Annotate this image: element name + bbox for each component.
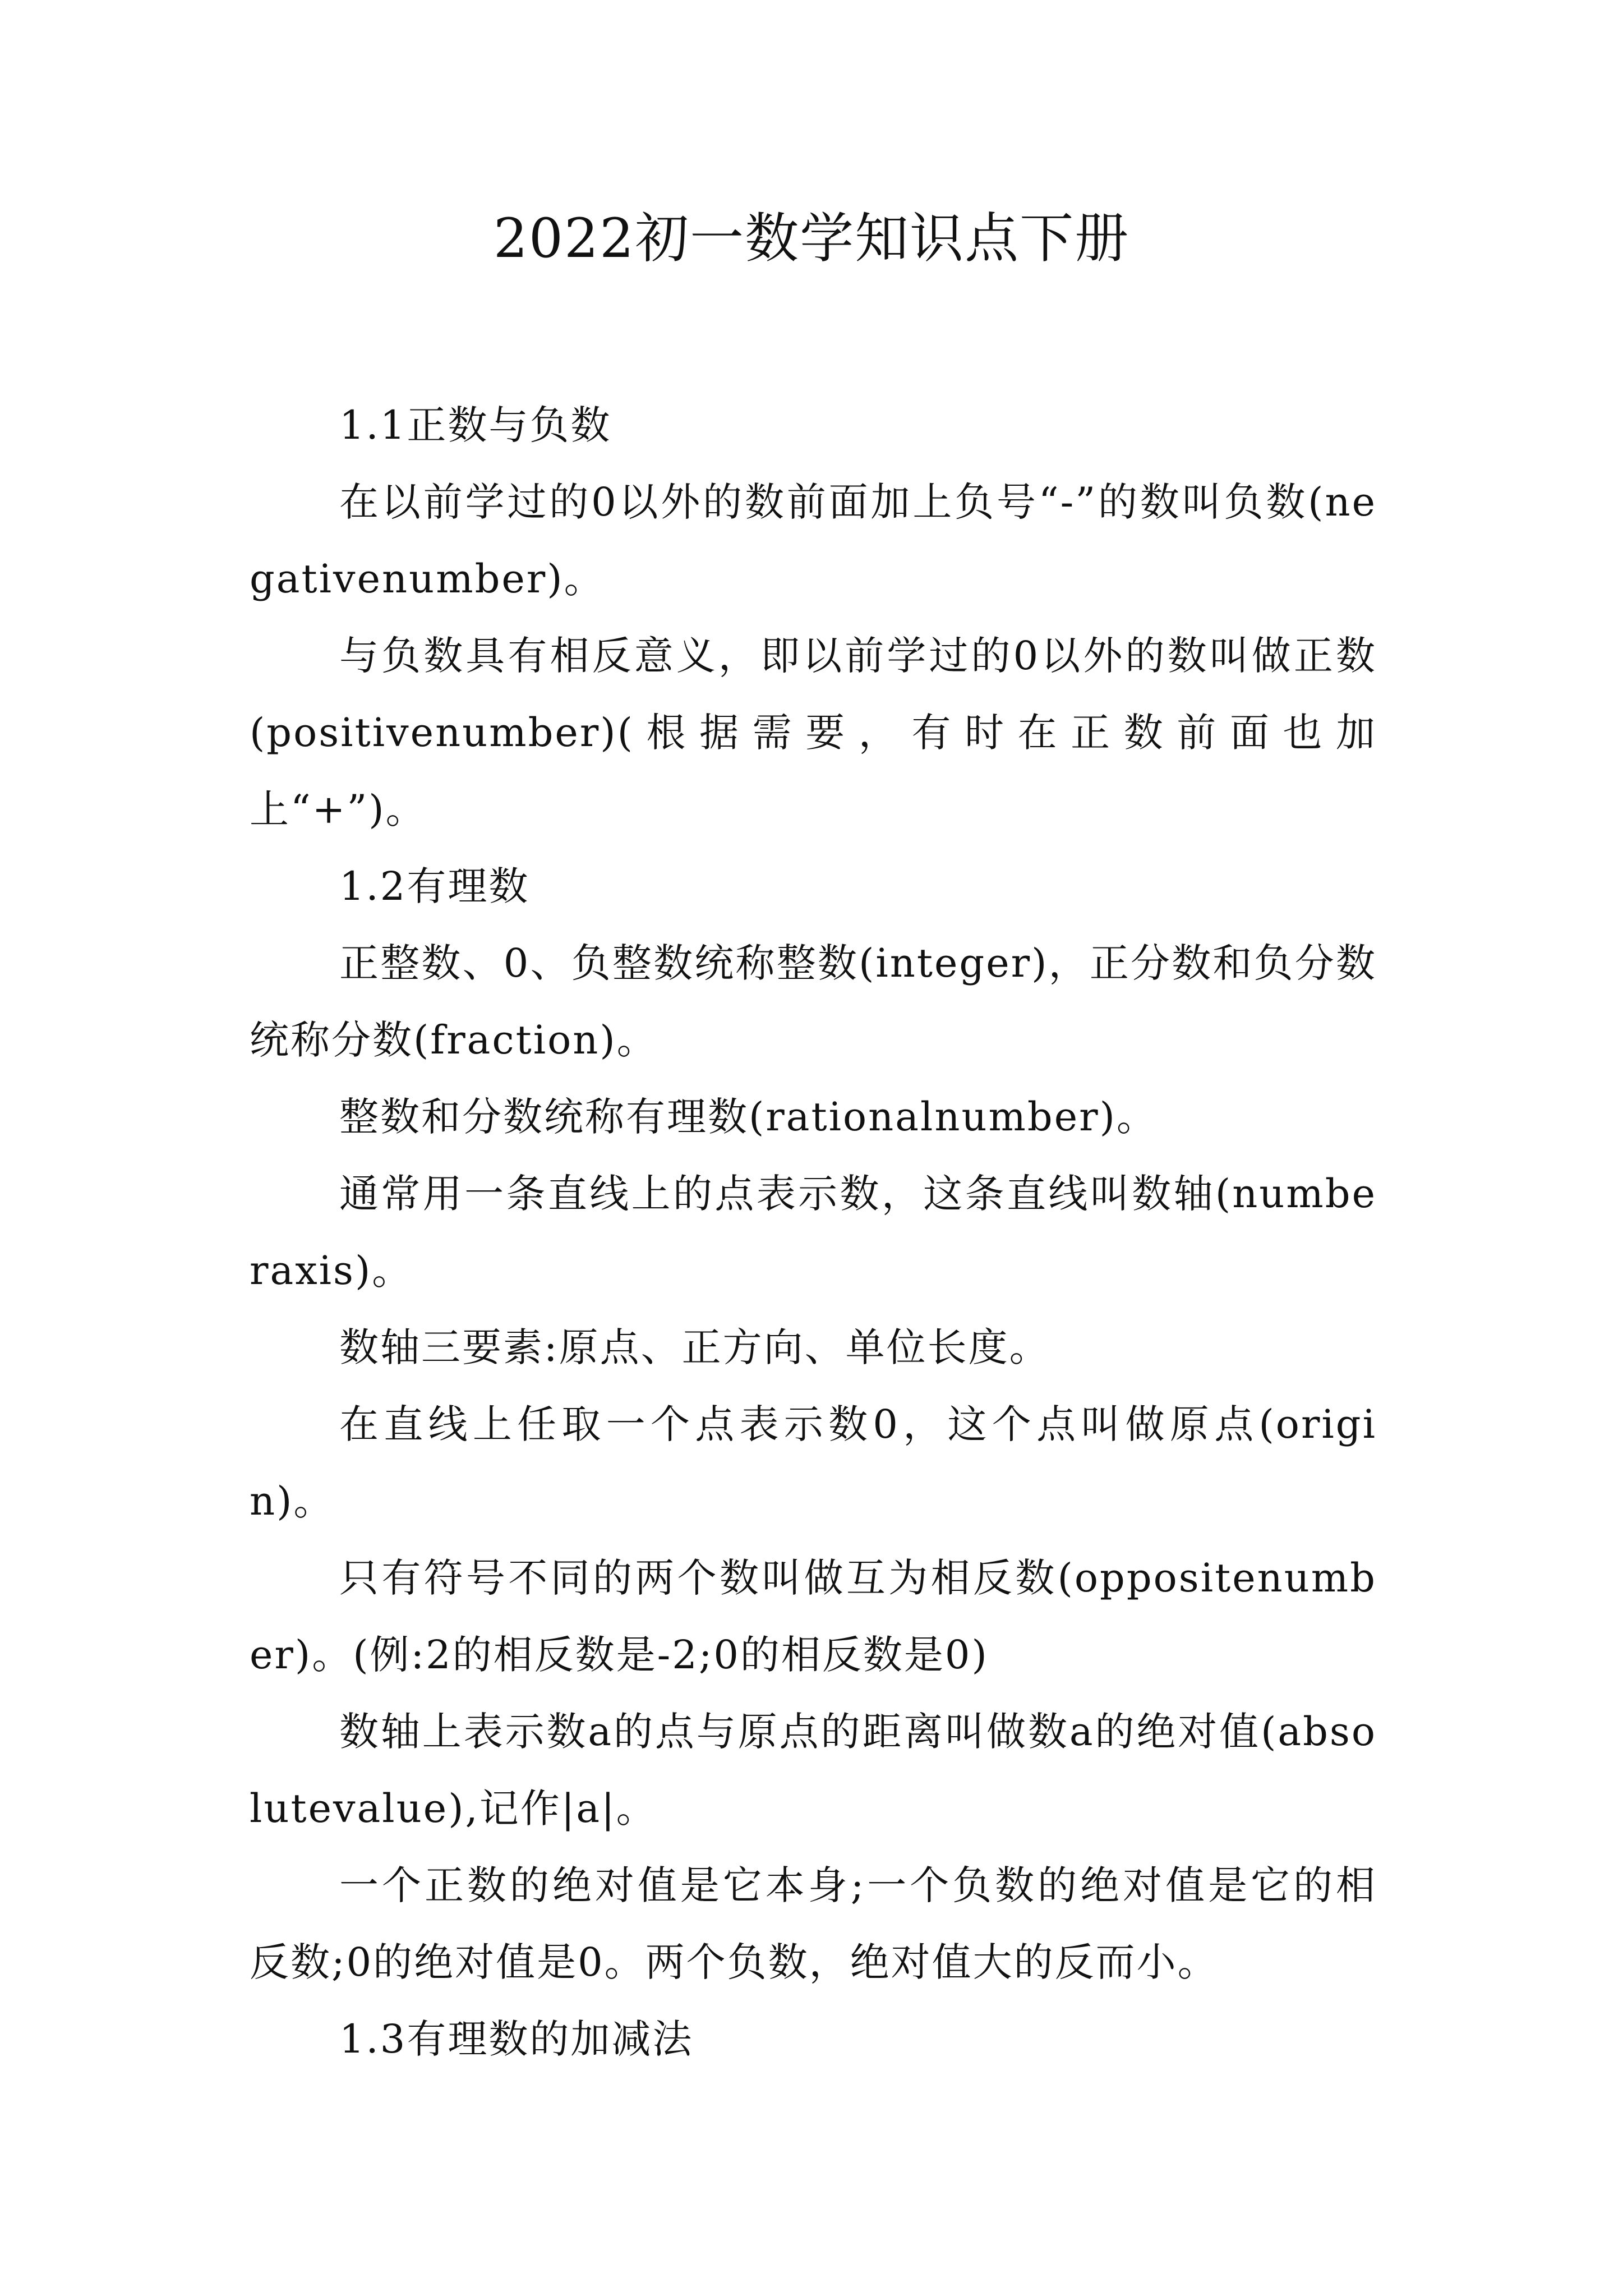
- paragraph-absolute-value-rules: 一个正数的绝对值是它本身;一个负数的绝对值是它的相反数;0的绝对值是0。两个负数，绝对值大的反而小。: [250, 1862, 1377, 1985]
- paragraph-number-axis: 通常用一条直线上的点表示数，这条直线叫数轴(numberaxis)。: [250, 1171, 1377, 1294]
- paragraph-origin: 在直线上任取一个点表示数0，这个点叫做原点(origin)。: [250, 1401, 1377, 1524]
- paragraph-opposite-number: 只有符号不同的两个数叫做互为相反数(oppositenumber)。(例:2的相反数是-2;0的相反数是0): [250, 1555, 1377, 1678]
- document-body: [250, 387, 1377, 2078]
- document-title: 2022初一数学知识点下册: [493, 207, 1130, 270]
- heading-1-3: 1.3有理数的加减法: [339, 2016, 694, 2062]
- heading-1-1: 1.1正数与负数: [339, 402, 612, 448]
- paragraph-positive-number: 与负数具有相反意义，即以前学过的0以外的数叫做正数(positivenumber)(根据需要，有时在正数前面也加上“+”)。: [250, 633, 1377, 832]
- paragraph-absolute-value: 数轴上表示数a的点与原点的距离叫做数a的绝对值(absolutevalue),记作|a|。: [250, 1709, 1377, 1832]
- paragraph-integer-fraction: 正整数、0、负整数统称整数(integer)，正分数和负分数统称分数(fraction)。: [250, 940, 1377, 1063]
- heading-1-2: 1.2有理数: [339, 863, 530, 909]
- paragraph-rational-number: 整数和分数统称有理数(rationalnumber)。: [339, 1094, 1158, 1140]
- paragraph-negative-number: 在以前学过的0以外的数前面加上负号“-”的数叫负数(negativenumber)。: [250, 479, 1377, 602]
- paragraph-axis-elements: 数轴三要素:原点、正方向、单位长度。: [339, 1324, 1050, 1370]
